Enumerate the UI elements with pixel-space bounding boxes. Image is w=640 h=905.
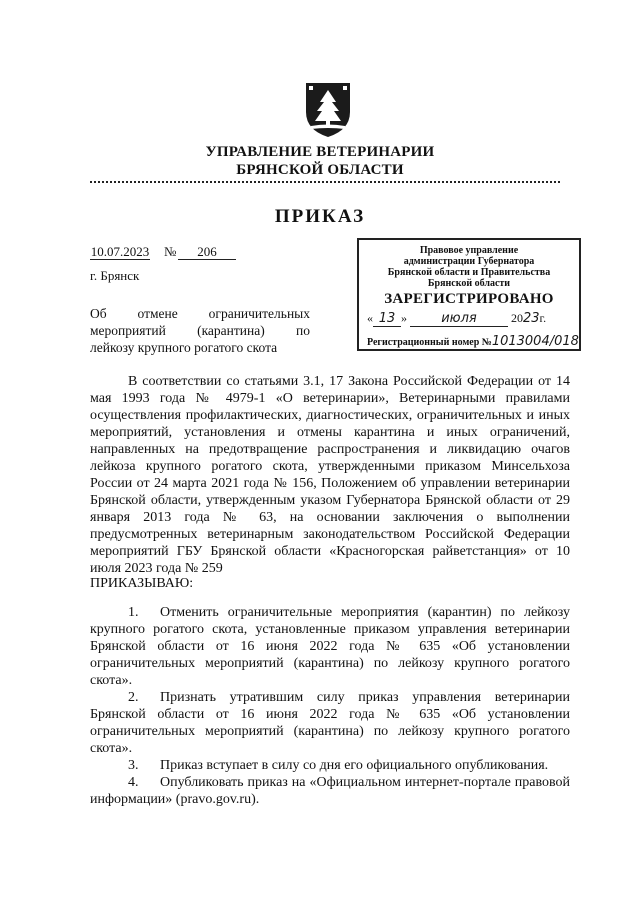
bryansk-coat-of-arms-icon (303, 80, 353, 140)
stamp-year: 23 (523, 311, 540, 326)
document-date: 10.07.2023 (90, 244, 150, 259)
subject-line: Об отмене ограничительных (90, 306, 310, 321)
stamp-day: 13 (373, 312, 401, 327)
item-text: Отменить ограничительные мероприятия (карантин) по лейкозу крупного рогатого скота, установленные приказом управления ветеринарии Брянской области от 16 июня 2022 года № 635 «Об установлении ограничительных мероприятий (карантина) по лейкозу крупного рогатого скота». (90, 605, 570, 688)
order-item (90, 774, 570, 808)
document-subject (90, 305, 310, 356)
header-divider (90, 181, 560, 183)
preamble-paragraph: В соответствии со статьями 3.1, 17 Закона Российской Федерации от 14 мая 1993 года № 4979-1 «О ветеринарии», Ветеринарными правилами осуществления профилактических, диагностических, ограничительных и иных мероприятий, установления и отмены карантина и иных ограничений, направленных на предотвращение распространения и ликвидацию очагов лейкоза крупного рогатого скота, утвержденными приказом Минсельхоза России от 24 марта 2021 года № 156, Положением об управлении ветеринарии Брянской области, утвержденным указом Губернатора Брянской области от 29 января 2013 года № 63, на основании заключения о выполнении предусмотренных ветеринарным законодательством Российской Федерации мероприятий ГБУ Брянской области «Красногорская райветстанция» от 10 июля 2023 года № 259 (90, 374, 570, 576)
stamp-month: июля (410, 312, 508, 327)
stamp-quote-open: « (367, 311, 373, 325)
stamp-date (367, 311, 577, 327)
date-number-row (90, 244, 236, 260)
item-text: Приказ вступает в силу со дня его официального опубликования. (160, 758, 549, 773)
stamp-line: Брянской области (427, 278, 511, 289)
stamp-year-prefix: 20 (511, 311, 523, 325)
stamp-registration-number (367, 334, 579, 350)
stamp-line: Брянской области и Правительства (387, 267, 551, 278)
number-label: № (164, 244, 177, 259)
document-title: ПРИКАЗ (274, 206, 366, 227)
item-text: Признать утратившим силу приказ управления ветеринарии Брянской области от 16 июня 2022 года № 635 «Об установлении ограничительных мероприятий (карантина) по лейкозу крупного рогатого скота». (90, 690, 570, 756)
item-number: 2. (128, 690, 139, 705)
item-number: 3. (128, 758, 139, 773)
document-number: 206 (178, 244, 236, 260)
order-item (90, 689, 570, 757)
order-word: ПРИКАЗЫВАЮ: (90, 576, 194, 591)
item-number: 4. (128, 775, 139, 790)
organization-name-line2: БРЯНСКОЙ ОБЛАСТИ (236, 162, 404, 178)
item-number: 1. (128, 605, 139, 620)
stamp-line: Правовое управление (419, 245, 519, 256)
order-item (90, 604, 570, 689)
subject-line: лейкозу крупного рогатого скота (90, 340, 278, 355)
stamp-quote-close: » (401, 311, 407, 325)
subject-line: мероприятий (карантина) по (90, 323, 310, 338)
stamp-year-suffix: г. (539, 311, 547, 325)
city: г. Брянск (90, 268, 140, 283)
stamp-reg-label: Регистрационный номер № (367, 337, 492, 348)
stamp-line: администрации Губернатора (403, 256, 535, 267)
item-text: Опубликовать приказ на «Официальном интернет-портале правовой информации» (pravo.gov.ru). (90, 775, 570, 807)
registration-stamp (357, 238, 581, 351)
stamp-reg-number: 1013004/018 (491, 334, 579, 349)
order-item (90, 757, 570, 774)
stamp-registered: ЗАРЕГИСТРИРОВАНО (384, 291, 554, 307)
organization-name-line1: УПРАВЛЕНИЕ ВЕТЕРИНАРИИ (205, 144, 435, 160)
